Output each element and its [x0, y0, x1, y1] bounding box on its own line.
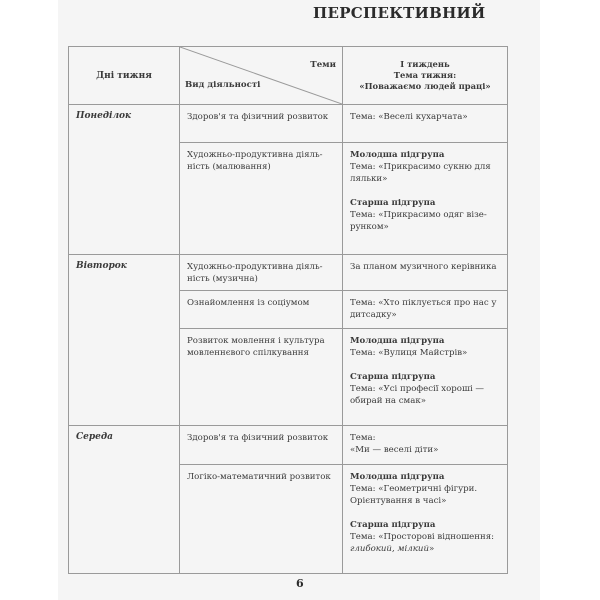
table-row [180, 426, 507, 464]
theme-cell [343, 143, 507, 254]
day-row-tuesday [69, 254, 507, 425]
theme-label: Тема: [350, 433, 376, 443]
younger-group-theme: Тема: «Вулиця Майстрів» [350, 348, 468, 358]
older-group-theme: Тема: «Прикрасимо одяг візе-рунком» [350, 210, 487, 232]
older-group-theme-prefix: Тема: «Просторові відношення: [350, 532, 495, 542]
plan-table [68, 46, 508, 574]
day-label: Середа [69, 426, 180, 573]
day-label: Вівторок [69, 255, 180, 425]
table-row [180, 255, 507, 290]
header-week-title: І тиждень [400, 59, 450, 69]
theme-text: «Ми — веселі діти» [350, 445, 439, 455]
activity-cell: Ознайомлення із соціумом [180, 291, 343, 328]
younger-group-theme: Тема: «Геометричні фігури. Орієнтування в часі» [350, 484, 478, 506]
table-row [180, 464, 507, 573]
older-group-theme: Тема: «Усі професії хороші — обирай на смак» [350, 384, 485, 406]
activity-cell: Здоров'я та фізичний розвиток [180, 105, 343, 142]
header-week [343, 47, 507, 104]
younger-group-label: Молодша підгрупа [350, 472, 445, 482]
younger-group-label: Молодша підгрупа [350, 336, 445, 346]
diagonal-divider [180, 47, 342, 104]
activity-cell: Художньо-продуктивна діяль-ність (музична) [180, 255, 343, 290]
theme-cell [343, 465, 507, 573]
header-diagonal-cell [180, 47, 343, 104]
page-heading: ПЕРСПЕКТИВНИЙ [313, 4, 486, 22]
theme-cell: За планом музичного керівника [350, 262, 497, 272]
older-group-theme [350, 531, 500, 555]
activity-cell: Художньо-продуктивна діяль-ність (малювання) [180, 143, 343, 254]
header-week-theme-label: Тема тижня: [393, 70, 457, 80]
older-group-label: Старша підгрупа [350, 198, 436, 208]
header-activity: Вид діяльності [185, 80, 261, 90]
table-header-row [69, 47, 507, 104]
header-themes: Теми [310, 60, 336, 70]
activity-cell: Здоров'я та фізичний розвиток [180, 426, 343, 464]
activity-cell: Логіко-математичний розвиток [180, 465, 343, 573]
older-group-label: Старша підгрупа [350, 520, 436, 530]
table-row [180, 105, 507, 142]
older-group-theme-suffix: » [428, 544, 435, 554]
theme-cell [343, 426, 507, 464]
theme-cell: Тема: «Хто піклується про нас у дитсадку» [350, 298, 497, 320]
header-days: Дні тижня [69, 47, 180, 104]
day-row-wednesday [69, 425, 507, 573]
day-label: Понеділок [69, 105, 180, 254]
table-row [180, 290, 507, 328]
older-group-theme-italic: глибокий, мілкий [350, 544, 429, 554]
theme-cell: Тема: «Веселі кухарчата» [350, 112, 468, 122]
day-row-monday [69, 104, 507, 254]
younger-group-label: Молодша підгрупа [350, 150, 445, 160]
table-row [180, 142, 507, 254]
table-row [180, 328, 507, 425]
header-week-theme: «Поважаємо людей праці» [359, 81, 491, 91]
younger-group-theme: Тема: «Прикрасимо сукню для ляльки» [350, 162, 491, 184]
page-number: 6 [296, 577, 304, 590]
theme-cell [343, 329, 507, 425]
activity-cell: Розвиток мовлення і культура мовленнєвого спілкування [180, 329, 343, 425]
older-group-label: Старша підгрупа [350, 372, 436, 382]
